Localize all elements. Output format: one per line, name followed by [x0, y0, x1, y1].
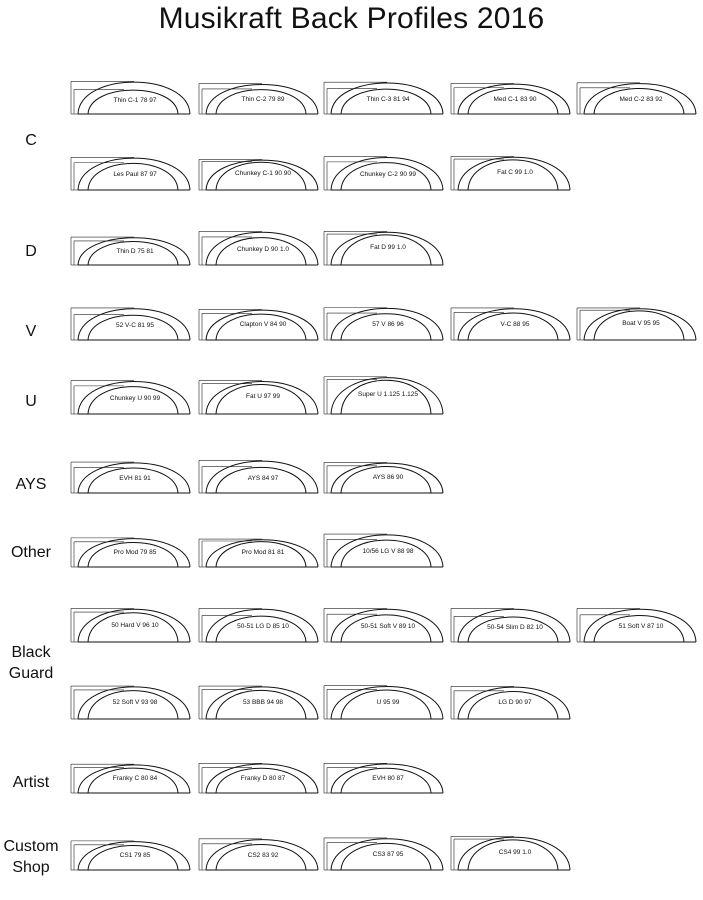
profile-label: 53 BBB 94 98 [242, 698, 284, 706]
profile-diagram [450, 298, 572, 344]
group-label: U [25, 393, 37, 410]
profile-diagram [450, 72, 572, 118]
profile-shape [198, 751, 320, 797]
profile-label: Fat C 99 1.0 [497, 169, 533, 176]
profile-diagram [323, 298, 445, 344]
profile-diagram [198, 148, 320, 194]
profile-diagram [70, 600, 192, 646]
profile-diagram [323, 677, 445, 723]
profile-diagram [450, 600, 572, 646]
profile-label: CS4 99 1.0 [498, 849, 532, 856]
profile-diagram [323, 525, 445, 571]
profile-shape [323, 751, 445, 797]
profile-diagram [450, 148, 572, 194]
profile-label: U 95 99 [376, 698, 400, 706]
profile-diagram [70, 451, 192, 497]
profile-label: Thin D 75 81 [116, 247, 154, 255]
profile-label: Chunkey U 90 99 [109, 394, 161, 402]
profile-diagram [450, 828, 572, 874]
profile-diagram [198, 525, 320, 571]
profile-label: Boat V 95 95 [622, 319, 660, 327]
profile-diagram [198, 600, 320, 646]
profile-diagram [323, 72, 445, 118]
group-label: Custom Shop [3, 838, 59, 876]
group-label: Artist [12, 774, 50, 791]
profile-diagram [70, 677, 192, 723]
profile-label: Thin C-2 79 89 [241, 96, 285, 104]
page-title: Musikraft Back Profiles 2016 [158, 2, 545, 35]
profile-label: LG D 90 97 [498, 699, 532, 707]
group-label: C [25, 132, 37, 149]
profile-diagram [323, 148, 445, 194]
profile-label: 50-51 Soft V 89 10 [360, 622, 416, 630]
profile-label: Super U 1.125 1.125 [358, 390, 418, 398]
profile-diagram [70, 828, 192, 874]
profile-label: 52 Soft V 93 98 [112, 698, 158, 706]
profile-label: Fat U 97 99 [246, 393, 280, 401]
profile-label: Franky C 80 84 [112, 774, 158, 782]
profile-label: Les Paul 87 97 [113, 171, 157, 178]
profile-diagram [70, 148, 192, 194]
profile-label: Med C-2 83 92 [619, 95, 663, 103]
profile-label: 50 Hard V 96 10 [111, 621, 159, 629]
profile-diagram [198, 828, 320, 874]
profile-shape [70, 525, 192, 571]
profile-label: Pro Mod 79 85 [113, 549, 157, 557]
profile-label: Thin C-1 78 97 [113, 96, 157, 104]
profile-label: V-C 88 95 [500, 320, 530, 328]
profile-label: EVH 81 91 [119, 474, 151, 482]
profile-label: EVH 80 87 [372, 775, 404, 783]
profile-shape [70, 223, 192, 269]
profile-diagram [70, 223, 192, 269]
profile-diagram [198, 298, 320, 344]
profile-label: Chunkey C-2 90 99 [359, 170, 416, 178]
group-label: D [25, 243, 37, 260]
profile-diagram [70, 751, 192, 797]
profile-diagram [70, 525, 192, 571]
profile-label: 10/56 LG V 88 98 [362, 547, 414, 555]
group-label: AYS [15, 476, 47, 493]
profile-label: Clapton V 84 90 [239, 321, 287, 329]
profile-label: Fat D 99 1.0 [370, 244, 406, 251]
profile-diagram [70, 372, 192, 418]
profile-label: CS3 87 95 [372, 850, 404, 858]
profile-shape [70, 72, 192, 118]
profile-label: 50-54 Slim D 82 10 [487, 623, 543, 631]
profile-diagram [198, 372, 320, 418]
profile-diagram [323, 223, 445, 269]
profile-diagram [323, 828, 445, 874]
group-label: Black Guard [8, 644, 54, 682]
profile-label: Chunkey C-1 90 90 [234, 170, 291, 178]
profile-shape [70, 298, 192, 344]
profile-diagram [323, 600, 445, 646]
profile-label: Med C-1 83 90 [493, 95, 537, 103]
profile-label: Franky D 80 87 [240, 775, 286, 783]
profile-shape [198, 72, 320, 118]
profile-diagram [198, 677, 320, 723]
profile-diagram [198, 72, 320, 118]
profile-diagram [576, 72, 698, 118]
profile-label: Pro Mod 81 81 [241, 548, 285, 556]
profile-label: Chunkey D 90 1.0 [236, 245, 290, 253]
profile-diagram [70, 298, 192, 344]
profile-diagram [198, 451, 320, 497]
group-label: V [25, 323, 37, 340]
profile-diagram [576, 600, 698, 646]
profile-label: AYS 84 97 [247, 474, 279, 482]
profile-label: AYS 86 90 [372, 474, 404, 482]
profile-label: Thin C-3 81 94 [366, 95, 410, 103]
profile-label: 50-51 LG D 85 10 [237, 623, 289, 631]
profile-label: 52 V-C 81 95 [116, 322, 154, 329]
profile-diagram [70, 72, 192, 118]
profile-diagram [323, 751, 445, 797]
profile-label: CS1 79 85 [119, 852, 151, 860]
profile-diagram [198, 751, 320, 797]
profile-diagram [450, 677, 572, 723]
profile-diagram [323, 372, 445, 418]
profile-label: 57 V 86 96 [372, 321, 404, 329]
profile-diagram [576, 298, 698, 344]
profile-shape [70, 828, 192, 874]
profile-label: 51 Soft V 87 10 [618, 623, 664, 631]
profile-label: CS2 83 92 [247, 851, 279, 859]
group-label: Other [10, 544, 51, 561]
profile-diagram [323, 451, 445, 497]
profile-diagram [198, 223, 320, 269]
